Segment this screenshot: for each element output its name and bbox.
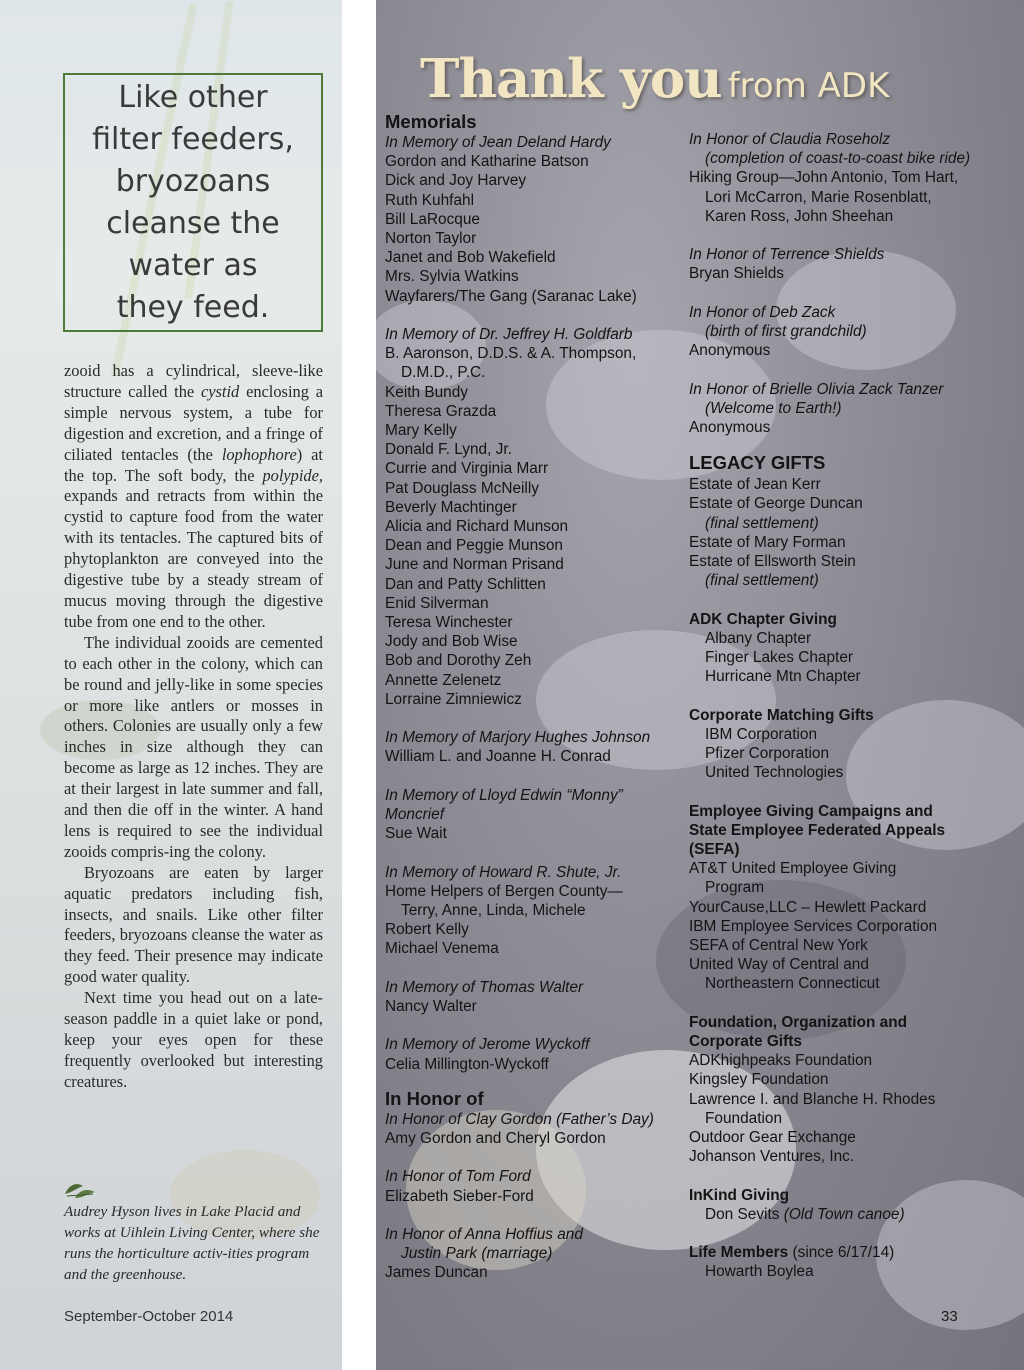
list-text: SEFA of Central New York <box>689 937 868 955</box>
honoree-line <box>385 1110 680 1129</box>
honoree-line <box>385 1167 680 1186</box>
list-text: State Employee Federated Appeals <box>689 821 946 839</box>
donor-line <box>385 459 680 478</box>
list-text: (final settlement) <box>705 572 819 590</box>
donor-line <box>385 594 680 613</box>
donor-line <box>385 363 680 382</box>
list-text: (SEFA) <box>689 841 740 859</box>
list-text: Jody and Bob Wise <box>385 633 518 651</box>
article-paragraph: Next time you head out on a late-season paddle in a quiet lake or pond, keep your eyes open for these frequently overlooked but interesting creatures. <box>64 988 323 1091</box>
donor-line <box>689 1205 989 1224</box>
list-text: ADKhighpeaks Foundation <box>689 1052 873 1070</box>
author-bio: Audrey Hyson lives in Lake Placid and works at Uihlein Living Center, where she runs the horticulture activ-ities program and the greenhouse. <box>64 1203 320 1283</box>
list-text: IBM Corporation <box>705 725 818 743</box>
list-text: In Honor of Anna Hoffius and <box>385 1226 583 1244</box>
list-text: Teresa Winchester <box>385 614 513 632</box>
list-text: In Honor of Tom Ford <box>385 1168 531 1186</box>
list-text: Mrs. Sylvia Watkins <box>385 268 519 286</box>
donor-line <box>689 533 989 552</box>
list-text: Ruth Kuhfahl <box>385 191 474 209</box>
section-heading <box>689 840 989 859</box>
list-text: William L. and Joanne H. Conrad <box>385 748 611 766</box>
list-text: Johanson Ventures, Inc. <box>689 1148 855 1166</box>
list-text: Albany Chapter <box>705 629 812 647</box>
list-spacer <box>689 437 989 451</box>
honoree-line <box>385 1225 680 1244</box>
list-text: Michael Venema <box>385 940 499 958</box>
honoree-line <box>689 130 989 149</box>
list-text: Wayfarers/The Gang (Saranac Lake) <box>385 287 637 305</box>
donor-line <box>385 517 680 536</box>
list-text: James Duncan <box>385 1264 488 1282</box>
list-text: Amy Gordon and Cheryl Gordon <box>385 1130 606 1148</box>
honoree-line <box>385 863 680 882</box>
list-text: Don Sevits <box>705 1205 784 1223</box>
list-text: In Memory of Thomas Walter <box>385 978 584 996</box>
list-text: Pfizer Corporation <box>705 745 830 763</box>
list-text: Howarth Boylea <box>705 1263 814 1281</box>
list-text: In Honor of Clay Gordon (Father’s Day) <box>385 1110 654 1128</box>
article-paragraph: zooid has a cylindrical, sleeve-like structure called the cystid enclosing a simple nervous system, a tube for digestion and excretion, and a fringe of ciliated tentacles (the lophophore) at the top. The soft body, the polypide, expands and retracts from within the cystid to capture food from the water with its tentacles. The captured bits of phytoplankton are conveyed into the digestive tube by a steady stream of mucus moving through the digestive tube from one end to the other. <box>64 361 323 631</box>
list-text: YourCause,LLC – Hewlett Packard <box>689 898 927 916</box>
section-heading <box>689 1243 989 1262</box>
list-text: In Memory of Jerome Wyckoff <box>385 1036 590 1054</box>
donor-line <box>689 418 989 437</box>
list-spacer <box>385 767 680 786</box>
donor-line <box>385 229 680 248</box>
donor-line <box>689 1262 989 1281</box>
list-text: Justin Park (marriage) <box>401 1245 553 1263</box>
donor-line <box>689 1051 989 1070</box>
honoree-line <box>385 786 680 805</box>
list-text: Sue Wait <box>385 825 447 843</box>
section-heading <box>689 1013 989 1032</box>
list-text: United Way of Central and <box>689 956 869 974</box>
list-text: (Welcome to Earth!) <box>705 399 842 417</box>
donor-line <box>689 878 989 897</box>
honoree-line <box>689 245 989 264</box>
donor-line <box>689 1128 989 1147</box>
donor-line <box>385 939 680 958</box>
list-text: Memorials <box>385 111 477 132</box>
list-text-italic: (Old Town canoe) <box>783 1205 905 1223</box>
donor-line <box>385 555 680 574</box>
list-text: Kingsley Foundation <box>689 1071 829 1089</box>
honoree-line <box>385 133 680 152</box>
list-spacer <box>385 1206 680 1225</box>
list-text: Dick and Joy Harvey <box>385 172 527 190</box>
list-text: Lori McCarron, Marie Rosenblatt, <box>705 188 932 206</box>
list-text: Beverly Machtinger <box>385 498 517 516</box>
donor-line <box>385 997 680 1016</box>
list-text: Bryan Shields <box>689 265 784 283</box>
donor-line <box>385 191 680 210</box>
donor-line <box>385 1187 680 1206</box>
article-body <box>64 361 323 1093</box>
donor-line <box>385 287 680 306</box>
page-number: 33 <box>941 1308 958 1325</box>
section-heading <box>385 1088 680 1110</box>
list-text: In Honor of Brielle Olivia Zack Tanzer <box>689 380 944 398</box>
donor-line <box>385 440 680 459</box>
list-spacer <box>689 284 989 303</box>
list-text: Employee Giving Campaigns and <box>689 802 933 820</box>
list-spacer <box>385 1074 680 1088</box>
section-heading <box>689 706 989 725</box>
donor-line <box>385 171 680 190</box>
donor-line <box>689 917 989 936</box>
list-text: Lorraine Zimniewicz <box>385 690 522 708</box>
donor-line <box>689 648 989 667</box>
donor-line <box>689 322 989 341</box>
list-text: Finger Lakes Chapter <box>705 649 853 667</box>
donor-line <box>385 575 680 594</box>
list-text: Life Members <box>689 1244 789 1262</box>
list-text: Terry, Anne, Linda, Michele <box>401 902 586 920</box>
donor-list-column-1 <box>385 111 680 1283</box>
donor-line <box>385 498 680 517</box>
list-text: Estate of Jean Kerr <box>689 476 821 494</box>
section-heading <box>689 1032 989 1051</box>
donor-line <box>689 1090 989 1109</box>
donor-line <box>689 494 989 513</box>
donor-line <box>385 210 680 229</box>
donor-line <box>385 1055 680 1074</box>
donor-line <box>385 421 680 440</box>
donor-line <box>689 514 989 533</box>
list-text: Mary Kelly <box>385 422 457 440</box>
donor-line <box>385 747 680 766</box>
donor-line <box>689 898 989 917</box>
list-text: B. Aaronson, D.D.S. & A. Thompson, <box>385 345 637 363</box>
list-spacer <box>689 686 989 705</box>
list-text: (birth of first grandchild) <box>705 323 867 340</box>
donor-line <box>689 667 989 686</box>
pull-quote-line: bryozoans <box>115 164 271 199</box>
donor-line <box>385 383 680 402</box>
list-text: In Memory of Lloyd Edwin “Monny” <box>385 786 623 804</box>
list-text: In Honor of Deb Zack <box>689 303 836 321</box>
donor-line <box>689 744 989 763</box>
section-heading <box>385 111 680 133</box>
list-text: Elizabeth Sieber-Ford <box>385 1187 534 1205</box>
donor-line <box>385 536 680 555</box>
list-spacer <box>689 994 989 1013</box>
list-text: IBM Employee Services Corporation <box>689 917 938 935</box>
list-text: Hiking Group—John Antonio, Tom Hart, <box>689 169 959 187</box>
list-text: LEGACY GIFTS <box>689 452 826 474</box>
list-text: Gordon and Katharine Batson <box>385 153 589 171</box>
honoree-line <box>385 728 680 747</box>
donor-line <box>689 552 989 571</box>
donor-line <box>385 632 680 651</box>
list-text: In Honor of Claudia Roseholz <box>689 131 891 148</box>
list-text: Anonymous <box>689 342 771 360</box>
list-text: (final settlement) <box>705 514 819 532</box>
donor-line <box>689 936 989 955</box>
donor-line <box>689 571 989 590</box>
list-text: Norton Taylor <box>385 230 477 248</box>
donor-line <box>689 1070 989 1089</box>
section-heading <box>689 451 989 475</box>
donor-line <box>689 149 989 168</box>
donor-line <box>385 671 680 690</box>
list-text: D.M.D., P.C. <box>401 364 486 382</box>
list-text: Theresa Grazda <box>385 402 497 420</box>
donor-line <box>385 613 680 632</box>
donor-line <box>689 207 989 226</box>
donor-line <box>689 763 989 782</box>
page-title <box>420 48 889 110</box>
list-text: Lawrence I. and Blanche H. Rhodes <box>689 1090 936 1108</box>
donor-line <box>689 629 989 648</box>
donor-line <box>385 901 680 920</box>
list-text: Currie and Virginia Marr <box>385 460 549 478</box>
donor-line <box>689 168 989 187</box>
pull-quote-line: they feed. <box>116 290 270 325</box>
list-text: United Technologies <box>705 764 844 782</box>
list-text: Foundation <box>705 1109 783 1127</box>
donor-line <box>689 1109 989 1128</box>
list-spacer <box>385 306 680 325</box>
list-text: Robert Kelly <box>385 921 469 939</box>
donor-line <box>689 1147 989 1166</box>
donor-line <box>385 920 680 939</box>
list-text: Foundation, Organization and <box>689 1013 908 1031</box>
donor-line <box>385 248 680 267</box>
honoree-line <box>385 805 680 824</box>
honoree-line <box>385 978 680 997</box>
list-text: Celia Millington-Wyckoff <box>385 1055 549 1073</box>
honoree-line <box>385 1035 680 1054</box>
list-text: ADK Chapter Giving <box>689 610 837 628</box>
donor-line <box>689 955 989 974</box>
donor-line <box>385 690 680 709</box>
section-heading <box>689 610 989 629</box>
donor-line <box>385 824 680 843</box>
list-text: Outdoor Gear Exchange <box>689 1129 856 1147</box>
list-text: Corporate Gifts <box>689 1033 802 1051</box>
list-text: Dan and Patty Schlitten <box>385 575 546 593</box>
donor-line <box>689 399 989 418</box>
list-text: Nancy Walter <box>385 998 477 1016</box>
list-text: Pat Douglass McNeilly <box>385 479 539 497</box>
donor-line <box>385 1263 680 1282</box>
list-spacer <box>385 709 680 728</box>
list-text: Donald F. Lynd, Jr. <box>385 441 512 459</box>
list-text: Home Helpers of Bergen County— <box>385 882 623 900</box>
list-text: Corporate Matching Gifts <box>689 706 874 724</box>
list-spacer <box>385 843 680 862</box>
donor-line <box>385 152 680 171</box>
donor-line <box>385 344 680 363</box>
article-paragraph: Bryozoans are eaten by larger aquatic predators including fish, insects, and snails. Like other filter feeders, bryozoans cleanse the water as they feed. Their presence may indicate good water quality. <box>64 862 323 987</box>
list-text: Program <box>705 879 765 897</box>
list-spacer <box>689 782 989 801</box>
list-text: In Memory of Dr. Jeffrey H. Goldfarb <box>385 326 633 344</box>
section-heading <box>689 1186 989 1205</box>
donor-line <box>385 267 680 286</box>
list-text: Enid Silverman <box>385 594 489 612</box>
pull-quote <box>63 73 323 332</box>
list-text: Northeastern Connecticut <box>705 975 880 993</box>
donor-list-column-2 <box>689 130 989 1282</box>
pull-quote-line: cleanse the <box>106 206 280 241</box>
donor-line <box>385 1244 680 1263</box>
donor-line <box>385 402 680 421</box>
donor-line <box>385 1129 680 1148</box>
donor-line <box>689 341 989 360</box>
list-text: Estate of Mary Forman <box>689 533 846 551</box>
list-text: In Honor of Terrence Shields <box>689 246 885 264</box>
donor-line <box>689 974 989 993</box>
honoree-line <box>689 303 989 322</box>
pull-quote-line: water as <box>128 248 258 283</box>
list-text: Keith Bundy <box>385 383 468 401</box>
article-paragraph: The individual zooids are cemented to each other in the colony, which can be round and jelly-like in some species or more like antlers or mosses in others. Colonies are usually only a few inches in size although they can become as large as 12 inches. They are at their largest in late summer and fall, and then die off in the winter. A hand lens is required to see the individual zooids compris-ing the colony. <box>64 632 323 861</box>
list-spacer <box>385 1016 680 1035</box>
list-text: Estate of Ellsworth Stein <box>689 553 856 571</box>
list-text: In Memory of Marjory Hughes Johnson <box>385 729 651 747</box>
list-text: Bill LaRocque <box>385 210 480 228</box>
donor-line <box>385 651 680 670</box>
issue-date: September-October 2014 <box>64 1308 234 1325</box>
list-text: Janet and Bob Wakefield <box>385 249 556 267</box>
honoree-line <box>689 380 989 399</box>
list-text: In Honor of <box>385 1087 484 1109</box>
section-heading <box>689 821 989 840</box>
pull-quote-line: Like other <box>118 80 268 115</box>
title-main: Thank you <box>420 48 722 110</box>
leaf-icon <box>63 1180 97 1202</box>
list-text: Anonymous <box>689 419 771 436</box>
list-text: Dean and Peggie Munson <box>385 537 563 555</box>
list-spacer <box>689 1224 989 1243</box>
list-text: Moncrief <box>385 806 445 824</box>
list-spacer <box>385 959 680 978</box>
list-text: InKind Giving <box>689 1186 790 1204</box>
list-text: Estate of George Duncan <box>689 495 863 513</box>
list-spacer <box>385 1148 680 1167</box>
list-spacer <box>689 590 989 609</box>
list-text: Hurricane Mtn Chapter <box>705 668 861 686</box>
list-text: In Memory of Jean Deland Hardy <box>385 134 611 151</box>
honoree-line <box>385 325 680 344</box>
donor-line <box>689 264 989 283</box>
donor-line <box>385 479 680 498</box>
title-sub: from ADK <box>727 66 890 106</box>
list-text: Alicia and Richard Munson <box>385 518 569 536</box>
list-text: Karen Ross, John Sheehan <box>705 207 894 225</box>
pull-quote-line: filter feeders, <box>92 122 294 157</box>
list-spacer <box>689 1166 989 1185</box>
list-text: Annette Zelenetz <box>385 671 502 689</box>
list-text: June and Norman Prisand <box>385 556 564 574</box>
list-text: (completion of coast-to-coast bike ride) <box>705 150 971 168</box>
donor-line <box>689 859 989 878</box>
donor-line <box>689 475 989 494</box>
page-gutter <box>342 0 376 1370</box>
list-text: Bob and Dorothy Zeh <box>385 652 532 670</box>
section-heading <box>689 802 989 821</box>
list-text-plain: (since 6/17/14) <box>788 1244 895 1262</box>
list-text: In Memory of Howard R. Shute, Jr. <box>385 863 622 881</box>
list-text: AT&T United Employee Giving <box>689 860 897 878</box>
donor-line <box>689 188 989 207</box>
list-spacer <box>689 226 989 245</box>
donor-line <box>385 882 680 901</box>
donor-line <box>689 725 989 744</box>
list-spacer <box>689 360 989 379</box>
